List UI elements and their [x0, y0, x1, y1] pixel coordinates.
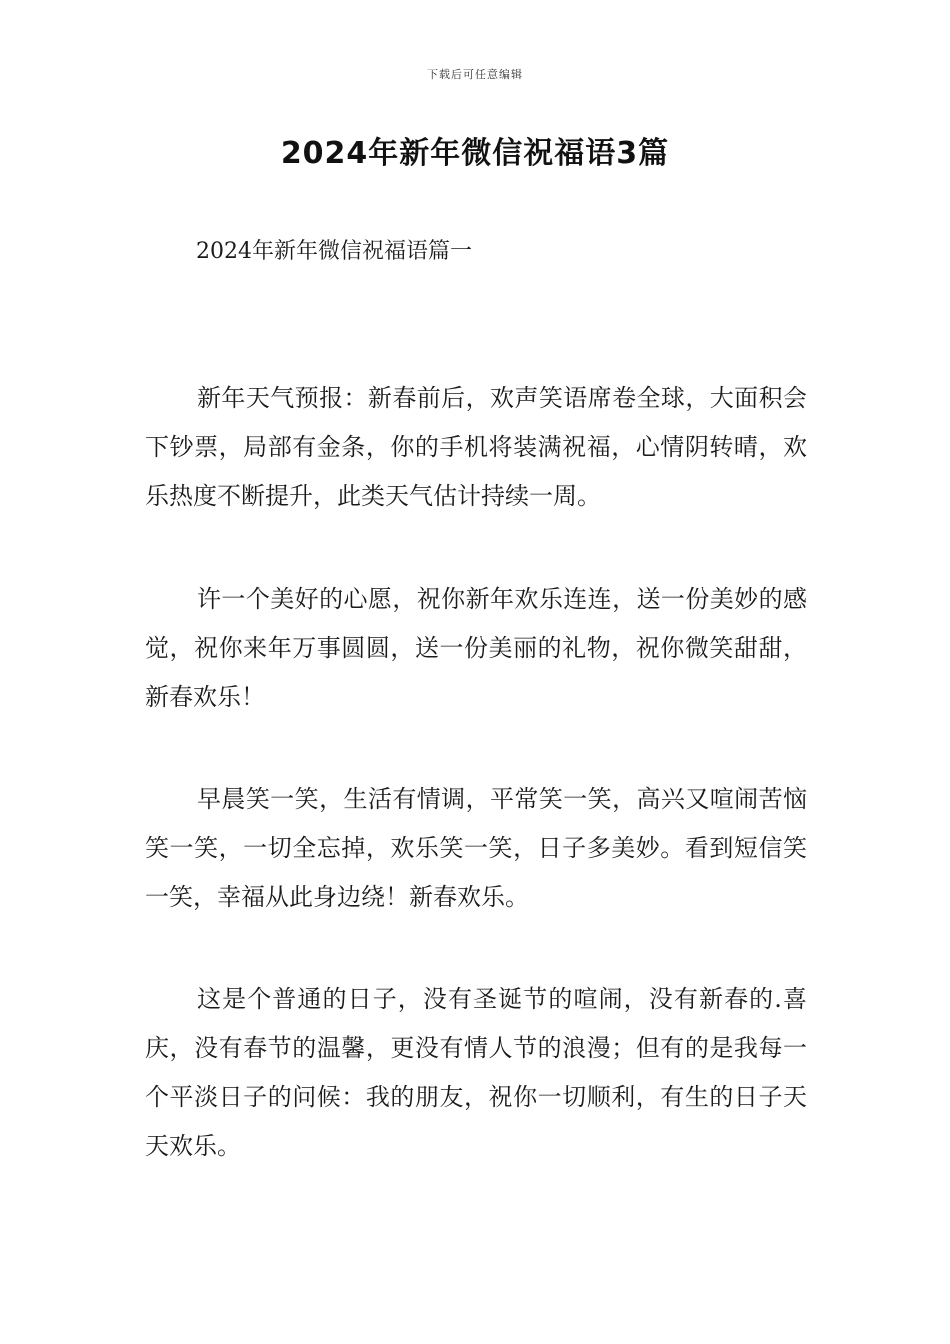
paragraph-1: 新年天气预报：新春前后，欢声笑语席卷全球，大面积会下钞票，局部有金条，你的手机将装满祝福，心情阴转晴，欢乐热度不断提升，此类天气估计持续一周。: [145, 384, 807, 510]
header-note: 下载后可任意编辑: [427, 68, 523, 81]
document-title: 2024年新年微信祝福语3篇: [280, 136, 670, 171]
section-heading: 2024年新年微信祝福语篇一: [196, 239, 472, 264]
paragraph-4: 这是个普通的日子，没有圣诞节的喧闹，没有新春的.喜庆，没有春节的温馨，更没有情人节的浪漫；但有的是我每一个平淡日子的问候：我的朋友，祝你一切顺利，有生的日子天天欢乐。: [145, 985, 807, 1160]
paragraph-3: 早晨笑一笑，生活有情调，平常笑一笑，高兴又喧闹苦恼笑一笑，一切全忘掉，欢乐笑一笑，日子多美妙。看到短信笑一笑，幸福从此身边绕！新春欢乐。: [145, 785, 807, 911]
paragraph-2: 许一个美好的心愿，祝你新年欢乐连连，送一份美妙的感觉，祝你来年万事圆圆，送一份美丽的礼物，祝你微笑甜甜，新春欢乐！: [145, 585, 807, 711]
